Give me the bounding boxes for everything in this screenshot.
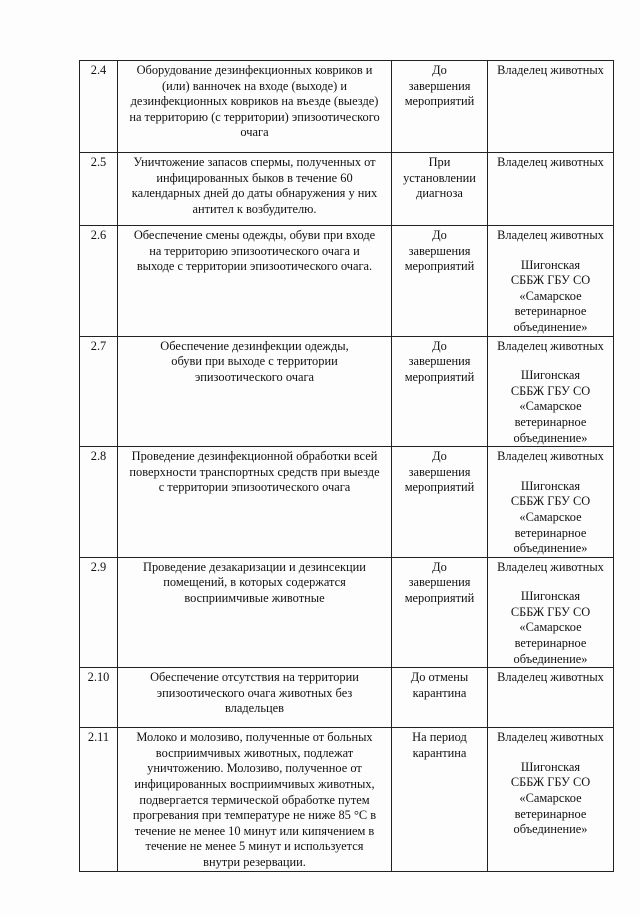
responsible-spacer xyxy=(491,575,610,589)
responsible-owner-line: Владелец животных xyxy=(497,155,604,169)
responsible-organization-line: «Самарское xyxy=(519,288,582,303)
measure-text-line: обуви при выходе с территории xyxy=(171,354,338,369)
responsible xyxy=(488,153,614,226)
responsible-organization-line: ветеринарное xyxy=(514,304,587,319)
responsible-organization-line: ветеринарное xyxy=(514,414,587,429)
responsible-organization-line: СББЖ ГБУ СО xyxy=(510,604,591,619)
responsible-owner-line: Владелец животных xyxy=(497,228,604,242)
row-number: 2.11 xyxy=(80,728,118,871)
measure-term-line: завершения xyxy=(408,243,471,258)
measure-text-line: эпизоотического очага xyxy=(194,369,315,384)
measure-term-line: мероприятий xyxy=(404,94,475,109)
responsible-owner-line: Владелец животных xyxy=(497,670,604,685)
responsible-organization-line: ветеринарное xyxy=(514,525,587,540)
responsible-organization-line: СББЖ ГБУ СО xyxy=(510,494,591,509)
measures-table xyxy=(79,60,614,872)
responsible-organization-line: объединение» xyxy=(513,319,588,334)
measure-text-line: инфицированных восприимчивых животных, xyxy=(134,777,375,792)
measure-text-line: антител к возбудителю. xyxy=(192,201,317,216)
row-number: 2.9 xyxy=(80,557,118,668)
responsible-organization-line: СББЖ ГБУ СО xyxy=(510,273,591,288)
measure-text-line: прогревания при температуре не ниже 85 °С в xyxy=(132,808,377,823)
measure-text-line: на территорию эпизоотического очага и xyxy=(149,243,360,258)
measure-term xyxy=(392,336,488,447)
table-row xyxy=(80,61,614,153)
measure-text xyxy=(118,153,392,226)
measure-text xyxy=(118,226,392,337)
measure-text-line: Проведение дезинфекционной обработки всей xyxy=(131,449,378,464)
measure-text-line: течение не менее 10 минут или кипячением в xyxy=(134,823,375,838)
measures-table-body xyxy=(80,61,614,872)
responsible-organization-line: «Самарское xyxy=(519,620,582,635)
measure-text-line: владельцев xyxy=(225,701,284,716)
responsible-organization-line: Шигонская xyxy=(520,368,581,383)
measure-text-line: восприимчивые животные xyxy=(184,590,325,605)
responsible-organization-line: «Самарское xyxy=(519,399,582,414)
measure-text-line: подвергается термической обработке путем xyxy=(139,792,370,807)
measure-term-line: мероприятий xyxy=(404,480,475,495)
measure-term-line: На период xyxy=(412,730,467,745)
row-number: 2.4 xyxy=(80,61,118,153)
measure-text-line: Обеспечение смены одежды, обуви при входе xyxy=(133,228,376,242)
measure-text-line: эпизоотического очага животных без xyxy=(156,685,353,700)
responsible-spacer xyxy=(491,244,610,258)
measure-term xyxy=(392,728,488,871)
responsible xyxy=(488,447,614,558)
responsible-organization-line: объединение» xyxy=(513,822,588,837)
responsible-organization-line: «Самарское xyxy=(519,791,582,806)
responsible-organization-line: объединение» xyxy=(513,651,588,666)
responsible-organization-line: Шигонская xyxy=(520,257,581,272)
measure-term-line: При xyxy=(428,155,451,169)
measure-term xyxy=(392,447,488,558)
measure-term-line: До xyxy=(432,559,447,574)
measure-term-line: карантина xyxy=(412,685,467,700)
measure-text xyxy=(118,668,392,728)
measure-term xyxy=(392,226,488,337)
row-number: 2.6 xyxy=(80,226,118,337)
responsible-owner-line: Владелец животных xyxy=(497,338,604,353)
row-number: 2.10 xyxy=(80,668,118,728)
measure-term xyxy=(392,61,488,153)
responsible-spacer xyxy=(491,465,610,479)
responsible xyxy=(488,557,614,668)
responsible xyxy=(488,668,614,728)
measure-term-line: установлении xyxy=(403,170,476,185)
responsible-organization-line: Шигонская xyxy=(520,478,581,493)
measure-text-line: Молоко и молозиво, полученные от больных xyxy=(136,730,373,745)
responsible-organization-line: ветеринарное xyxy=(514,806,587,821)
responsible-organization-line: объединение» xyxy=(513,541,588,556)
measure-text xyxy=(118,447,392,558)
measure-text-line: инфицированных быков в течение 60 xyxy=(156,170,353,185)
measure-text-line: уничтожению. Молозиво, полученное от xyxy=(147,761,362,776)
measure-term-line: До xyxy=(432,449,447,464)
measure-term-line: завершения xyxy=(408,575,471,590)
responsible-organization-line: ветеринарное xyxy=(514,636,587,651)
responsible-organization-line: СББЖ ГБУ СО xyxy=(510,383,591,398)
measure-term-line: До xyxy=(432,338,447,353)
measure-term-line: мероприятий xyxy=(404,259,475,274)
measure-text xyxy=(118,336,392,447)
measure-text-line: восприимчивых животных, подлежат xyxy=(155,745,354,760)
row-number: 2.8 xyxy=(80,447,118,558)
measure-term-line: завершения xyxy=(408,464,471,479)
measure-text-line: внутри резервации. xyxy=(203,855,306,869)
table-row xyxy=(80,668,614,728)
measure-text-line: Проведение дезакаризации и дезинсекции xyxy=(143,559,366,574)
responsible-spacer xyxy=(491,354,610,368)
measure-text-line: Обеспечение отсутствия на территории xyxy=(150,670,359,685)
measure-text-line: Обеспечение дезинфекции одежды, xyxy=(160,338,349,353)
row-number: 2.7 xyxy=(80,336,118,447)
measure-term-line: карантина xyxy=(412,745,467,760)
row-number: 2.5 xyxy=(80,153,118,226)
measure-term-line: диагноза xyxy=(416,186,463,201)
measure-text-line: течение не менее 5 минут и используется xyxy=(145,839,364,854)
measure-text-line: на территорию (с территории) эпизоотического xyxy=(129,109,380,124)
measure-term-line: До xyxy=(432,228,447,242)
measure-text-line: дезинфекционных ковриков на въезде (выезде) xyxy=(130,94,379,109)
measure-term-line: завершения xyxy=(408,78,471,93)
responsible-organization-line: объединение» xyxy=(513,430,588,445)
responsible xyxy=(488,61,614,153)
responsible xyxy=(488,226,614,337)
responsible-spacer xyxy=(491,746,610,760)
responsible-organization-line: «Самарское xyxy=(519,509,582,524)
responsible xyxy=(488,728,614,871)
measure-term-line: До xyxy=(432,63,447,77)
table-row xyxy=(80,447,614,558)
responsible-organization-line: Шигонская xyxy=(520,759,581,774)
measure-text xyxy=(118,61,392,153)
measure-text xyxy=(118,728,392,871)
responsible-owner-line: Владелец животных xyxy=(497,449,604,464)
measure-text-line: (или) ванночек на входе (выходе) и xyxy=(161,78,348,93)
measure-text-line: Уничтожение запасов спермы, полученных от xyxy=(133,155,376,169)
measure-term xyxy=(392,153,488,226)
measure-text xyxy=(118,557,392,668)
responsible-owner-line: Владелец животных xyxy=(497,730,604,745)
measure-text-line: поверхности транспортных средств при выезде xyxy=(129,464,380,479)
table-row xyxy=(80,557,614,668)
table-row xyxy=(80,226,614,337)
measure-term-line: мероприятий xyxy=(404,590,475,605)
responsible-organization-line: СББЖ ГБУ СО xyxy=(510,775,591,790)
responsible-owner-line: Владелец животных xyxy=(497,559,604,574)
measure-text-line: помещений, в которых содержатся xyxy=(163,575,346,590)
measure-term xyxy=(392,557,488,668)
measure-term-line: мероприятий xyxy=(404,369,475,384)
responsible-owner-line: Владелец животных xyxy=(497,63,604,77)
responsible xyxy=(488,336,614,447)
measure-text-line: календарных дней до даты обнаружения у них xyxy=(131,186,378,201)
measure-term-line: До отмены xyxy=(410,670,469,685)
measure-text-line: очага xyxy=(240,125,269,140)
measure-term xyxy=(392,668,488,728)
table-row xyxy=(80,728,614,871)
measure-text-line: с территории эпизоотического очага xyxy=(158,480,351,495)
table-row xyxy=(80,153,614,226)
responsible-organization-line: Шигонская xyxy=(520,589,581,604)
measure-text-line: выходе с территории эпизоотического очага. xyxy=(136,259,373,274)
table-row xyxy=(80,336,614,447)
measure-term-line: завершения xyxy=(408,354,471,369)
measure-text-line: Оборудование дезинфекционных ковриков и xyxy=(136,63,373,77)
